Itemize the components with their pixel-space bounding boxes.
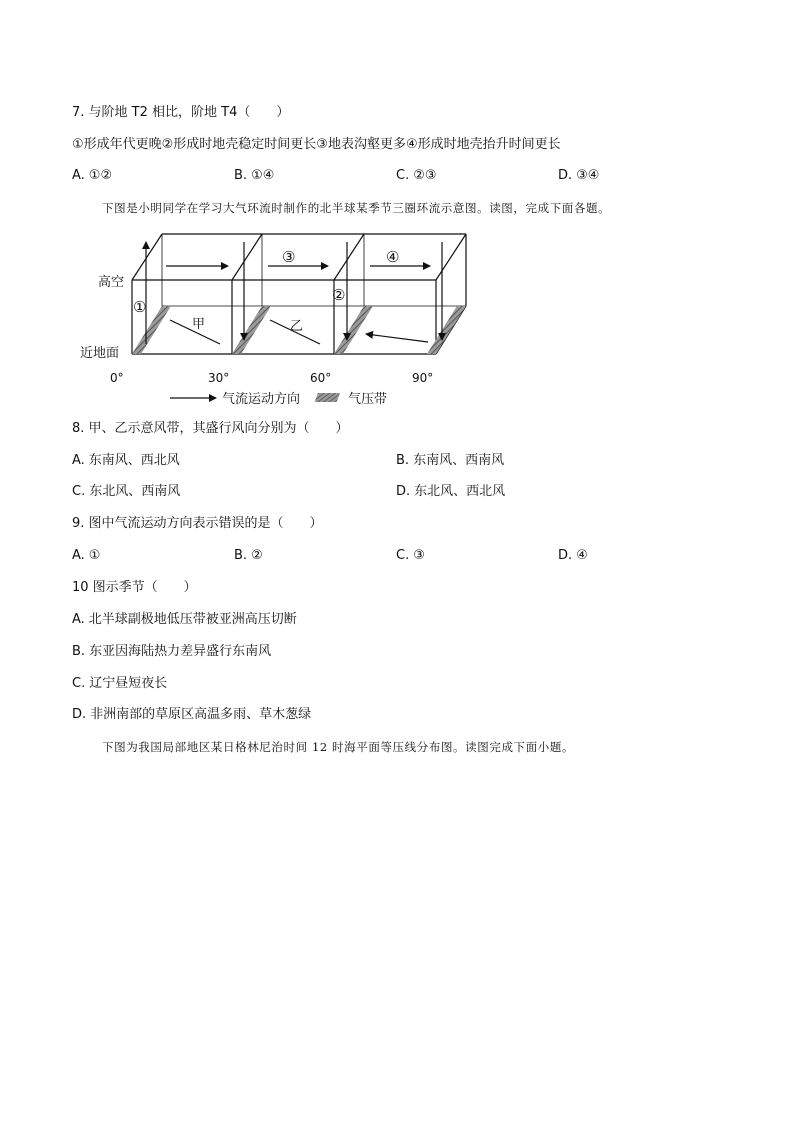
option-text: ②③	[413, 168, 437, 183]
q8-option-b[interactable]	[396, 452, 504, 470]
q7-option-c[interactable]	[396, 167, 437, 185]
option-text: 东北风、西北风	[414, 484, 506, 499]
label-high-altitude: 高空	[98, 275, 125, 290]
intro-paragraph-2: 下图为我国局部地区某日格林尼治时间 12 时海平面等压线分布图。读图完成下面小题。	[102, 740, 575, 754]
q8-option-a[interactable]	[72, 452, 180, 470]
option-letter: B.	[396, 453, 410, 468]
pressure-belt-60	[334, 306, 373, 354]
flow-arrow-polar-east	[366, 334, 428, 342]
q8-option-d[interactable]	[396, 483, 505, 501]
q9-option-c[interactable]	[396, 547, 425, 565]
option-text: 东亚因海陆热力差异盛行东南风	[89, 644, 272, 659]
q10-option-d[interactable]	[72, 706, 311, 724]
q10-option-c[interactable]	[72, 675, 167, 693]
option-letter: C.	[72, 676, 86, 691]
option-text: 东南风、西北风	[88, 453, 180, 468]
option-text: ③④	[576, 168, 600, 183]
option-text: 辽宁昼短夜长	[89, 676, 168, 691]
q7-stem: 7. 与阶地 T2 相比，阶地 T4（ ）	[72, 105, 290, 120]
q9-option-a[interactable]	[72, 547, 100, 565]
option-text: 北半球副极地低压带被亚洲高压切断	[88, 612, 297, 627]
option-letter: D.	[558, 548, 573, 563]
q7-option-a[interactable]	[72, 167, 112, 185]
option-text: ①②	[88, 168, 113, 183]
diagram-box-lines	[132, 234, 466, 354]
circle-label-1: ①	[133, 298, 147, 316]
option-letter: C.	[396, 168, 410, 183]
circulation-diagram	[70, 228, 480, 410]
pressure-belt-90	[427, 306, 466, 354]
option-letter: D.	[558, 168, 573, 183]
q7-option-b[interactable]	[234, 167, 274, 185]
wind-label-yi: 乙	[290, 319, 304, 334]
option-letter: D.	[72, 707, 87, 722]
q7-statements: ①形成年代更晚②形成时地壳稳定时间更长③地表沟壑更多④形成时地壳抬升时间更长	[72, 137, 561, 152]
circle-label-4: ④	[386, 248, 400, 266]
lat-label-0: 0°	[110, 371, 124, 385]
legend-flow-label: 气流运动方向	[222, 392, 301, 407]
lat-label-30: 30°	[208, 371, 230, 385]
option-letter: A.	[72, 168, 85, 183]
option-text: 东南风、西南风	[413, 453, 505, 468]
option-text: ④	[576, 548, 588, 563]
q8-stem: 8. 甲、乙示意风带，其盛行风向分别为（ ）	[72, 421, 349, 436]
option-text: ②	[251, 548, 263, 563]
option-text: ①	[88, 548, 101, 563]
lat-label-60: 60°	[310, 371, 332, 385]
q7-option-d[interactable]	[558, 167, 599, 185]
option-letter: A.	[72, 548, 85, 563]
option-text: 非洲南部的草原区高温多雨、草木葱绿	[90, 707, 312, 722]
circle-label-3: ③	[282, 248, 296, 266]
option-letter: B.	[72, 644, 86, 659]
legend-belt-icon	[315, 393, 340, 402]
option-letter: A.	[72, 453, 85, 468]
q10-option-a[interactable]	[72, 611, 297, 629]
circle-label-2: ②	[332, 286, 346, 304]
option-letter: D.	[396, 484, 411, 499]
q10-option-b[interactable]	[72, 643, 271, 661]
option-letter: C.	[72, 484, 86, 499]
q8-option-c[interactable]	[72, 483, 180, 501]
option-letter: B.	[234, 168, 248, 183]
q9-option-d[interactable]	[558, 547, 588, 565]
pressure-belt-30	[232, 306, 271, 354]
wind-label-jia: 甲	[192, 317, 206, 332]
option-letter: C.	[396, 548, 410, 563]
lat-label-90: 90°	[412, 371, 434, 385]
option-text: ①④	[251, 168, 275, 183]
q9-stem: 9. 图中气流运动方向表示错误的是（ ）	[72, 516, 323, 531]
option-letter: B.	[234, 548, 248, 563]
legend-belt-label: 气压带	[348, 392, 388, 407]
intro-paragraph-1: 下图是小明同学在学习大气环流时制作的北半球某季节三圈环流示意图。读图，完成下面各题。	[102, 201, 611, 215]
option-text: 东北风、西南风	[89, 484, 181, 499]
option-text: ③	[413, 548, 425, 563]
q9-option-b[interactable]	[234, 547, 263, 565]
q10-stem: 10 图示季节（ ）	[72, 580, 197, 595]
label-near-ground: 近地面	[80, 346, 120, 361]
option-letter: A.	[72, 612, 85, 627]
